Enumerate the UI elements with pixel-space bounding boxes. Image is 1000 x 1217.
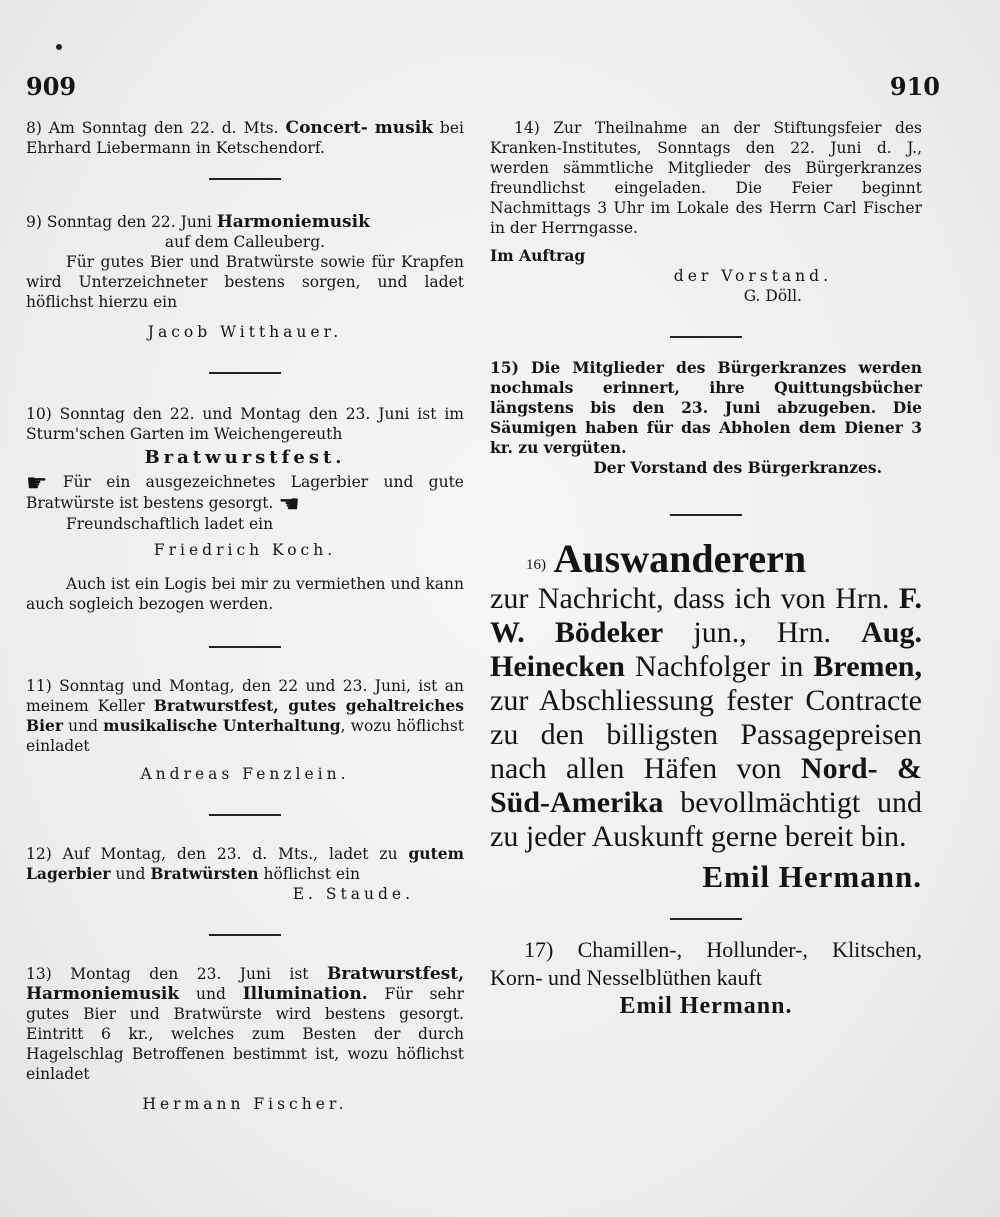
notice-12-signature: E. Staude. [292, 885, 414, 903]
advert-destination: Nord- & Süd-Amerika [490, 752, 922, 820]
notice-10-extra: Auch ist ein Logis bei mir zu vermiethen und kann auch sogleich bezogen werden. [26, 575, 464, 613]
notice-9-body: Für gutes Bier und Bratwürste sowie für Krapfen wird Unterzeichneter bestens sorgen, und ladet höflichst hierzu ein [26, 253, 464, 311]
notice-9-text: 9) Sonntag den 22. Juni [26, 213, 217, 231]
notice-12-tail: höflichst ein [258, 865, 361, 883]
notice-13-tail: Für sehr gutes Bier und Bratwürste wird bestens gesorgt. Eintritt 6 kr., welches zum Besten der durch Hagelschlag Betroffenen bestimmt ist, wozu höflichst einladet [26, 985, 464, 1083]
notice-14-signature: G. Döll. [743, 287, 802, 305]
notice-11-und: und [63, 717, 104, 735]
notice-12 [26, 844, 464, 884]
notice-9-place: auf dem Calleuberg. [164, 233, 326, 251]
advert-text-1: zur Nachricht, dass ich von Hrn. [490, 582, 899, 616]
notice-8-place: bei Ehrhard Liebermann in Ketschendorf. [26, 119, 464, 157]
notice-9-signature: Jacob Witthauer. [147, 323, 343, 341]
notice-8-musik: musik [374, 118, 433, 138]
notice-13-signature: Hermann Fischer. [142, 1095, 348, 1113]
notice-13-text: 13) Montag den 23. Juni ist [26, 965, 327, 983]
notice-12-bold-2: Bratwürsten [150, 864, 259, 883]
emigration-advertisement [490, 536, 922, 895]
notice-13 [26, 964, 464, 1084]
notice-8-concert: Concert- [285, 118, 368, 138]
notice-10-invite: Freundschaftlich ladet ein [66, 515, 274, 533]
separator-rule [26, 636, 464, 650]
separator-rule [26, 362, 464, 376]
notice-11-tail: , wozu höflichst einladet [26, 717, 464, 755]
notice-12-bold-1: gutem Lagerbier [26, 844, 464, 883]
notice-17 [490, 936, 922, 1020]
pointing-hand-icon: ☚ [278, 490, 300, 518]
notice-11-bold-2: musikalische Unterhaltung [103, 716, 341, 735]
advert-headline: Auswanderern [553, 536, 807, 581]
page-number-left: 909 [26, 72, 77, 101]
notice-10-title: Bratwurstfest. [144, 447, 346, 468]
notice-14: 14) Zur Theilnahme an der Stiftungsfeier des Kranken-Institutes, Sonntags den 22. Juni d. J., werden sämmtliche Mitglieder des Bürgerkranzes freundlichst eingeladen. Die Feier beginnt Nachmittags 3 Uhr im Lokale des Herrn Carl Fischer in der Herrngasse. [490, 119, 922, 237]
advert-signature: Emil Hermann. [702, 859, 922, 895]
notice-10-signature: Friedrich Koch. [153, 541, 337, 559]
notice-16-number: 16) [526, 557, 546, 574]
ink-speck [56, 44, 62, 50]
advert-text-3: Nachfolger in [625, 650, 814, 684]
advert-text-5: bevollmächtigt und zu jeder Auskunft gerne bereit bin. [490, 786, 922, 854]
notice-10-body: Für ein ausgezeichnetes Lagerbier und gute Bratwürste ist bestens gesorgt. [26, 473, 464, 512]
notice-11 [26, 676, 464, 756]
advert-name-boedeker: F. W. Bödeker [490, 582, 922, 650]
separator-rule [26, 168, 464, 182]
separator-rule [26, 924, 464, 938]
notice-9 [26, 212, 464, 232]
advert-text-4: zur Abschliessung fester Contracte zu den billigsten Passagepreisen nach allen Häfen von [490, 684, 922, 786]
notice-12-und: und [110, 865, 151, 883]
notice-11-signature: Andreas Fenzlein. [140, 765, 350, 783]
notice-10-body-wrap [26, 469, 464, 518]
notice-13-bold-2: Illumination. [242, 984, 368, 1004]
notice-13-und: und [179, 985, 243, 1003]
advert-city-bremen: Bremen, [813, 650, 922, 684]
separator-rule [490, 326, 922, 340]
notice-14-board: der Vorstand. [673, 267, 832, 285]
notice-11-bold-1: Bratwurstfest, gutes gehaltreiches Bier [26, 696, 464, 735]
notice-10: 10) Sonntag den 22. und Montag den 23. Juni ist im Sturm'schen Garten im Weichengereuth [26, 405, 464, 443]
notice-8-text: 8) Am Sonntag den 22. d. Mts. [26, 119, 286, 137]
notice-8 [26, 118, 464, 158]
notice-15: 15) Die Mitglieder des Bürgerkranzes werden nochmals erinnert, ihre Quittungsbücher längstens bis den 23. Juni abzugeben. Die Säumigen haben für das Abholen dem Diener 3 kr. zu vergüten. [490, 358, 922, 457]
notice-13-bold-1: Bratwurstfest, Harmoniemusik [26, 964, 464, 1004]
notice-11-text: 11) Sonntag und Montag, den 22 und 23. Juni, ist an meinem Keller [26, 677, 464, 715]
notice-12-text: 12) Auf Montag, den 23. d. Mts., ladet zu [26, 845, 409, 863]
separator-rule [26, 804, 464, 818]
notice-17-body: 17) Chamillen-, Hollunder-, Klitschen, Korn- und Nesselblüthen kauft [490, 937, 922, 991]
notice-15-signature: Der Vorstand des Bürgerkranzes. [593, 458, 882, 477]
notice-9-harmoniemusik: Harmoniemusik [216, 212, 370, 232]
page-number-right: 910 [889, 72, 940, 101]
separator-rule [490, 504, 922, 518]
notice-17-signature: Emil Hermann. [619, 993, 793, 1020]
notice-14-auth: Im Auftrag [490, 246, 586, 265]
separator-rule [490, 908, 922, 922]
advert-text-2: jun., Hrn. [663, 616, 862, 650]
left-column [26, 118, 464, 1114]
pointing-hand-icon: ☛ [26, 469, 48, 497]
right-column [490, 118, 922, 1020]
advert-name-heinecken: Aug. Heinecken [490, 616, 922, 684]
